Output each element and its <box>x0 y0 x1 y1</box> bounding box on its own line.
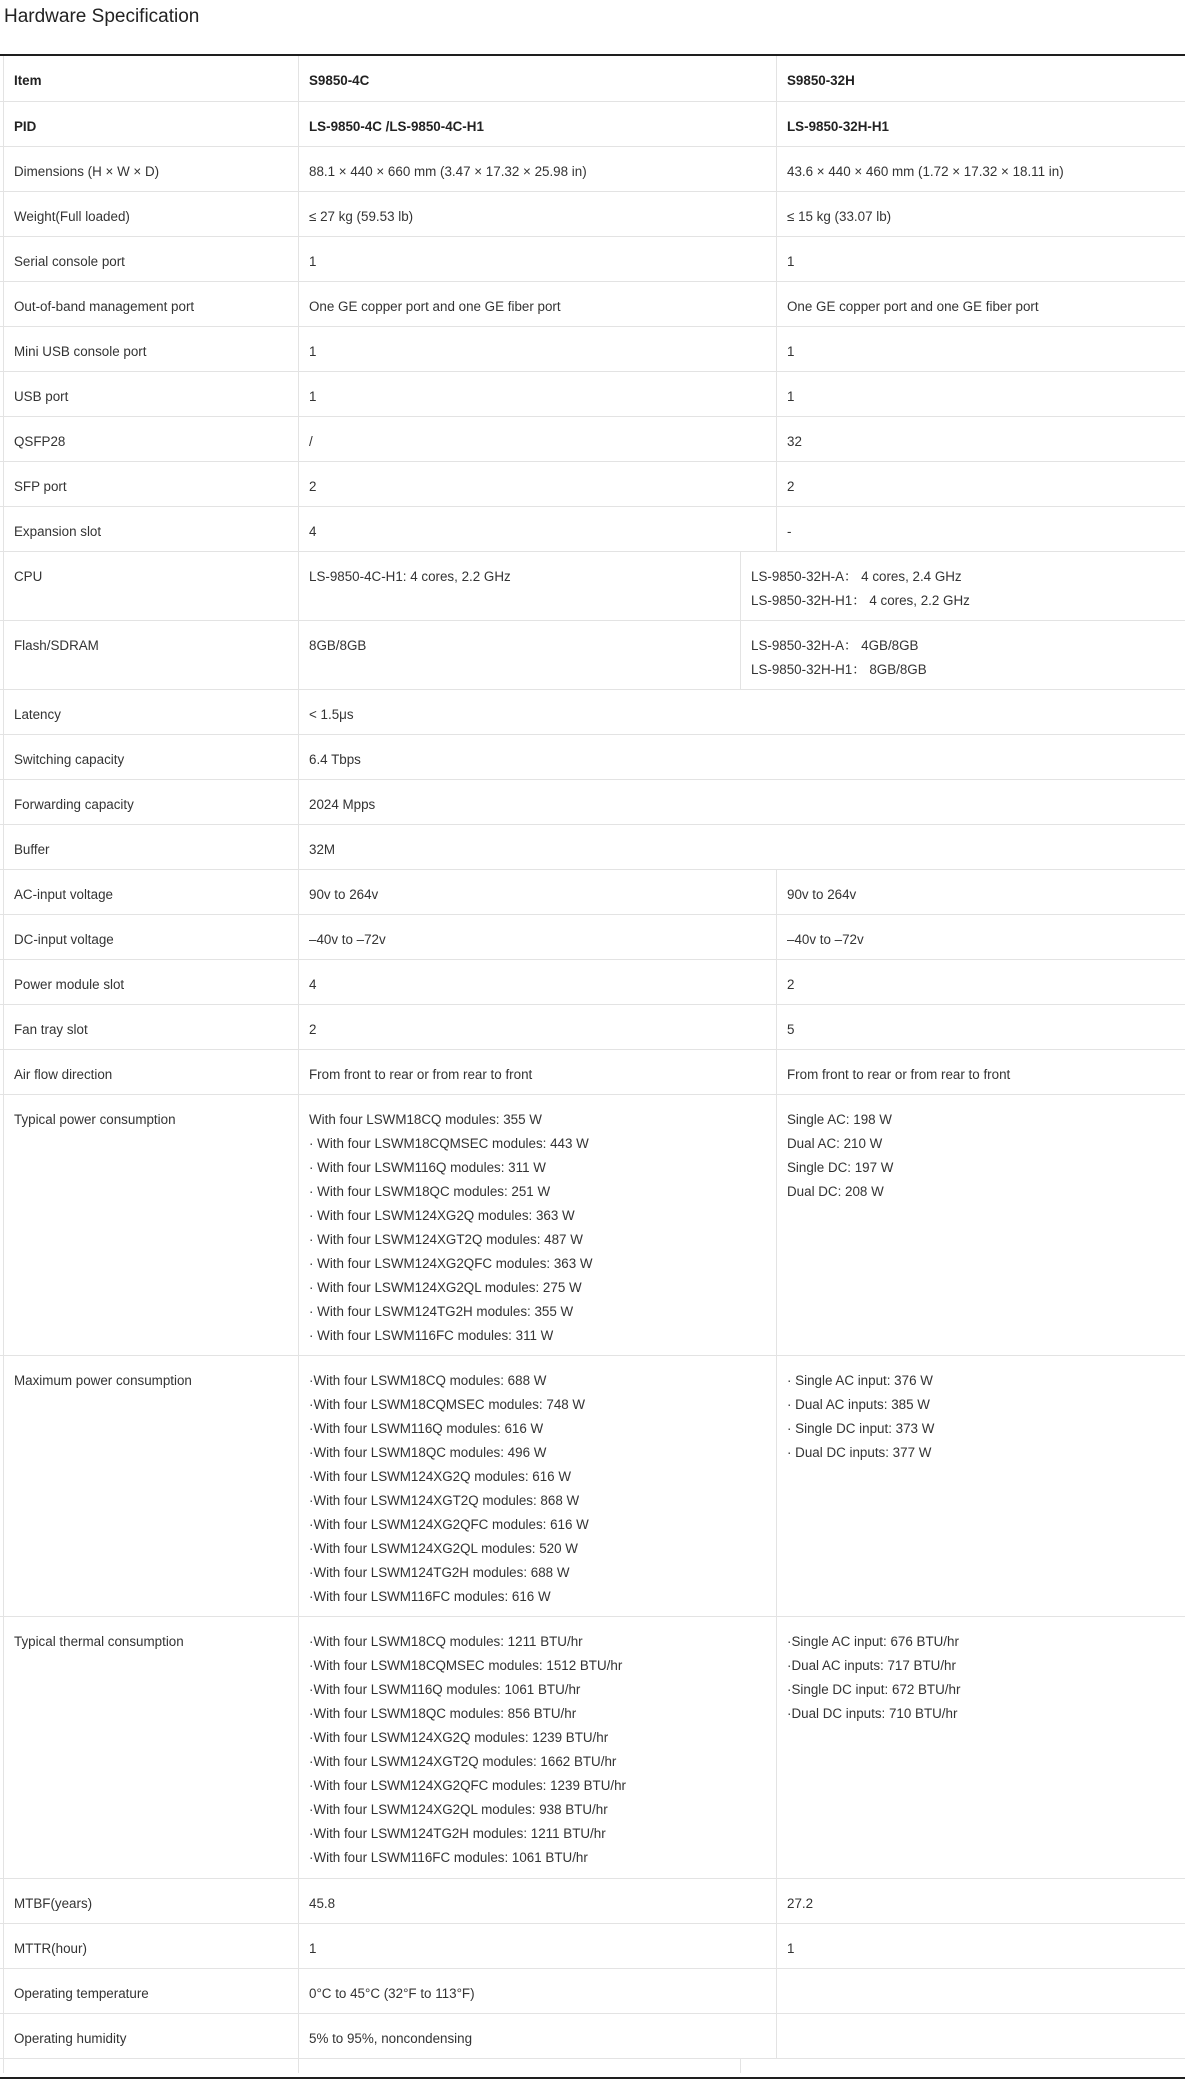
cell-line: · With four LSWM124TG2H modules: 355 W <box>309 1304 574 1319</box>
empty-cell <box>741 2059 1185 2073</box>
cell-line: One GE copper port and one GE fiber port <box>309 299 561 314</box>
table-row-out-of-band-management-port <box>0 282 1185 327</box>
cell-line: Air flow direction <box>14 1067 113 1082</box>
value-model-a <box>299 507 777 551</box>
value-model-b <box>777 237 1185 281</box>
value-model-a <box>299 462 777 506</box>
cell-line: LS-9850-32H-H1： 8GB/8GB <box>751 662 927 677</box>
cell-line: LS-9850-4C-H1: 4 cores, 2.2 GHz <box>309 569 511 584</box>
cell-line: / <box>309 434 313 449</box>
cell-line: 0°C to 45°C (32°F to 113°F) <box>309 1986 475 2001</box>
cell-line: S9850-32H <box>787 73 855 88</box>
table-row-typical-thermal-consumption <box>0 1617 1185 1879</box>
cell-line: 1 <box>309 1941 317 1956</box>
cell-line: From front to rear or from rear to front <box>787 1067 1011 1082</box>
table-row-pid <box>0 102 1185 147</box>
cell-line: · With four LSWM124XG2QFC modules: 363 W <box>309 1256 593 1271</box>
cell-line: 43.6 × 440 × 460 mm (1.72 × 17.32 × 18.11 in) <box>787 164 1064 179</box>
row-label <box>3 327 299 371</box>
table-row-switching-capacity <box>0 735 1185 780</box>
cell-line: S9850-4C <box>309 73 370 88</box>
cell-line: · With four LSWM116FC modules: 311 W <box>309 1328 554 1343</box>
value-model-a <box>299 417 777 461</box>
value-model-b <box>777 1095 1185 1355</box>
cell-line: ·With four LSWM124XG2QL modules: 520 W <box>309 1541 578 1556</box>
row-label <box>3 462 299 506</box>
value-model-a <box>299 960 777 1004</box>
value-shared <box>299 825 1185 869</box>
cell-line: Typical power consumption <box>14 1112 176 1127</box>
row-label <box>3 1050 299 1094</box>
empty-cell <box>3 2059 299 2073</box>
cell-line: SFP port <box>14 479 67 494</box>
cell-line: LS-9850-32H-H1 <box>787 119 889 134</box>
cell-line: ·With four LSWM116Q modules: 1061 BTU/hr <box>309 1682 581 1697</box>
row-label <box>3 780 299 824</box>
table-row-power-module-slot <box>0 960 1185 1005</box>
row-label <box>3 870 299 914</box>
value-model-b <box>777 417 1185 461</box>
cell-line: · With four LSWM124XG2Q modules: 363 W <box>309 1208 575 1223</box>
cell-line: Latency <box>14 707 61 722</box>
cell-line: ·With four LSWM18CQMSEC modules: 748 W <box>309 1397 586 1412</box>
spec-table <box>0 54 1185 2079</box>
cell-line: Maximum power consumption <box>14 1373 192 1388</box>
cell-line: ·With four LSWM116FC modules: 1061 BTU/hr <box>309 1850 588 1865</box>
cell-line: Switching capacity <box>14 752 125 767</box>
row-label <box>3 2014 299 2058</box>
cell-line: Expansion slot <box>14 524 102 539</box>
value-model-a <box>299 1005 777 1049</box>
cell-line: 5 <box>787 1022 795 1037</box>
empty-cell <box>299 2059 741 2073</box>
table-row-sfp-port <box>0 462 1185 507</box>
value-model-b <box>777 1969 1185 2013</box>
cell-line: 8GB/8GB <box>309 638 367 653</box>
cell-line: ·With four LSWM124XGT2Q modules: 1662 BTU/hr <box>309 1754 617 1769</box>
table-row-forwarding-capacity <box>0 780 1185 825</box>
value-model-b <box>777 960 1185 1004</box>
row-label <box>3 1969 299 2013</box>
value-model-b <box>777 1924 1185 1968</box>
cell-line: · With four LSWM116Q modules: 311 W <box>309 1160 546 1175</box>
row-label <box>3 1095 299 1355</box>
row-label <box>3 1356 299 1616</box>
cell-line: Mini USB console port <box>14 344 147 359</box>
cell-line: 4 <box>309 524 317 539</box>
cell-line: ·Dual DC inputs: 710 BTU/hr <box>787 1706 958 1721</box>
row-label <box>3 735 299 779</box>
table-row-mttr-hour <box>0 1924 1185 1969</box>
cell-line: ·With four LSWM18QC modules: 496 W <box>309 1445 547 1460</box>
table-row-typical-power-consumption <box>0 1095 1185 1356</box>
table-row-dimensions-h-w-d <box>0 147 1185 192</box>
cell-line: MTBF(years) <box>14 1896 93 1911</box>
row-label <box>3 621 299 689</box>
table-row-flash-sdram <box>0 621 1185 690</box>
row-label <box>3 507 299 551</box>
cell-line: From front to rear or from rear to front <box>309 1067 533 1082</box>
value-model-b <box>777 372 1185 416</box>
table-row-expansion-slot <box>0 507 1185 552</box>
cell-line: · Single AC input: 376 W <box>787 1373 933 1388</box>
cell-line: ·With four LSWM124XGT2Q modules: 868 W <box>309 1493 580 1508</box>
cell-line: Flash/SDRAM <box>14 638 99 653</box>
cell-line: LS-9850-32H-H1： 4 cores, 2.2 GHz <box>751 593 970 608</box>
cell-line: ·With four LSWM124XG2QFC modules: 1239 BTU/hr <box>309 1778 627 1793</box>
row-label <box>3 282 299 326</box>
cell-line: ·With four LSWM18CQ modules: 688 W <box>309 1373 547 1388</box>
table-row-mini-usb-console-port <box>0 327 1185 372</box>
table-row-usb-port <box>0 372 1185 417</box>
value-model-a <box>299 621 741 689</box>
cell-line: Dual AC: 210 W <box>787 1136 883 1151</box>
cell-line: 1 <box>787 254 795 269</box>
value-model-a <box>299 1356 777 1616</box>
cell-line: 88.1 × 440 × 660 mm (3.47 × 17.32 × 25.98 in) <box>309 164 587 179</box>
row-label <box>3 1879 299 1923</box>
cell-line: 1 <box>309 254 317 269</box>
value-model-a <box>299 2014 777 2058</box>
cell-line: 1 <box>787 344 795 359</box>
value-model-b <box>777 870 1185 914</box>
cell-line: LS-9850-32H-A： 4GB/8GB <box>751 638 919 653</box>
cell-line: · With four LSWM124XG2QL modules: 275 W <box>309 1280 582 1295</box>
row-label <box>3 960 299 1004</box>
cell-line: –40v to –72v <box>787 932 864 947</box>
value-model-b <box>777 192 1185 236</box>
cell-line: 2024 Mpps <box>309 797 376 812</box>
value-model-a <box>299 192 777 236</box>
cell-line: Power module slot <box>14 977 125 992</box>
cell-line: Buffer <box>14 842 50 857</box>
cell-line: ·With four LSWM18QC modules: 856 BTU/hr <box>309 1706 577 1721</box>
cell-line: AC-input voltage <box>14 887 113 902</box>
value-model-b <box>777 462 1185 506</box>
value-model-b <box>777 282 1185 326</box>
page-title: Hardware Specification <box>4 6 200 27</box>
cell-line: Operating humidity <box>14 2031 127 2046</box>
cell-line: 90v to 264v <box>787 887 857 902</box>
row-label <box>3 417 299 461</box>
cell-line: · With four LSWM124XGT2Q modules: 487 W <box>309 1232 583 1247</box>
cell-line: With four LSWM18CQ modules: 355 W <box>309 1112 542 1127</box>
value-model-a <box>299 147 777 191</box>
cell-line: PID <box>14 119 37 134</box>
cell-line: Operating temperature <box>14 1986 149 2001</box>
cell-line: Weight(Full loaded) <box>14 209 130 224</box>
cell-line: Dual DC: 208 W <box>787 1184 884 1199</box>
value-model-a <box>299 870 777 914</box>
cell-line: Single DC: 197 W <box>787 1160 894 1175</box>
value-model-a <box>299 1924 777 1968</box>
cell-line: MTTR(hour) <box>14 1941 87 1956</box>
table-row-fan-tray-slot <box>0 1005 1185 1050</box>
cell-line: 2 <box>309 479 317 494</box>
cell-line: DC-input voltage <box>14 932 114 947</box>
table-row-cpu <box>0 552 1185 621</box>
table-row-ac-input-voltage <box>0 870 1185 915</box>
cell-line: Dimensions (H × W × D) <box>14 164 160 179</box>
cell-line: QSFP28 <box>14 434 66 449</box>
header-model-b <box>777 56 1185 101</box>
table-header-row <box>0 56 1185 102</box>
value-model-b <box>777 327 1185 371</box>
value-model-a <box>299 102 777 146</box>
row-label <box>3 690 299 734</box>
cell-line: ·With four LSWM124TG2H modules: 1211 BTU/hr <box>309 1826 606 1841</box>
table-row-maximum-power-consumption <box>0 1356 1185 1617</box>
value-model-b <box>777 1879 1185 1923</box>
value-model-a <box>299 1050 777 1094</box>
value-model-b <box>777 1050 1185 1094</box>
cell-line: 1 <box>309 344 317 359</box>
value-model-b <box>777 1356 1185 1616</box>
cell-line: 2 <box>787 479 795 494</box>
header-item <box>3 56 299 101</box>
value-model-b <box>741 552 1185 620</box>
table-row-air-flow-direction <box>0 1050 1185 1095</box>
table-row-dc-input-voltage <box>0 915 1185 960</box>
row-label <box>3 237 299 281</box>
row-label <box>3 372 299 416</box>
row-label <box>3 1617 299 1878</box>
row-label <box>3 147 299 191</box>
cell-line: ≤ 15 kg (33.07 lb) <box>787 209 892 224</box>
cell-line: · With four LSWM18QC modules: 251 W <box>309 1184 551 1199</box>
cell-line: ·With four LSWM116FC modules: 616 W <box>309 1589 551 1604</box>
cell-line: LS-9850-32H-A： 4 cores, 2.4 GHz <box>751 569 962 584</box>
table-row-serial-console-port <box>0 237 1185 282</box>
table-row-latency <box>0 690 1185 735</box>
cell-line: ·With four LSWM18CQMSEC modules: 1512 BTU/hr <box>309 1658 623 1673</box>
cell-line: 1 <box>787 389 795 404</box>
cell-line: ·With four LSWM124TG2H modules: 688 W <box>309 1565 570 1580</box>
value-model-a <box>299 915 777 959</box>
cell-line: LS-9850-4C /LS-9850-4C-H1 <box>309 119 484 134</box>
cell-line: · Dual DC inputs: 377 W <box>787 1445 932 1460</box>
cell-line: 1 <box>309 389 317 404</box>
cell-line: 5% to 95%, noncondensing <box>309 2031 473 2046</box>
cell-line: · With four LSWM18CQMSEC modules: 443 W <box>309 1136 589 1151</box>
cell-line: 2 <box>787 977 795 992</box>
cell-line: ·With four LSWM116Q modules: 616 W <box>309 1421 544 1436</box>
cell-line: Serial console port <box>14 254 125 269</box>
row-label <box>3 192 299 236</box>
table-row-empty <box>0 2059 1185 2073</box>
cell-line: USB port <box>14 389 69 404</box>
cell-line: Out-of-band management port <box>14 299 195 314</box>
cell-line: ·Single AC input: 676 BTU/hr <box>787 1634 959 1649</box>
cell-line: ·Single DC input: 672 BTU/hr <box>787 1682 961 1697</box>
value-model-b <box>741 621 1185 689</box>
cell-line: ·With four LSWM124XG2Q modules: 616 W <box>309 1469 571 1484</box>
value-model-b <box>777 1005 1185 1049</box>
cell-line: ·Dual AC inputs: 717 BTU/hr <box>787 1658 956 1673</box>
cell-line: 6.4 Tbps <box>309 752 361 767</box>
value-model-b <box>777 2014 1185 2058</box>
value-model-b <box>777 1617 1185 1878</box>
cell-line: Forwarding capacity <box>14 797 134 812</box>
cell-line: One GE copper port and one GE fiber port <box>787 299 1039 314</box>
value-model-a <box>299 552 741 620</box>
cell-line: Item <box>14 73 42 88</box>
cell-line: · Dual AC inputs: 385 W <box>787 1397 930 1412</box>
value-shared <box>299 690 1185 734</box>
cell-line: Typical thermal consumption <box>14 1634 184 1649</box>
cell-line: - <box>787 524 792 539</box>
cell-line: 45.8 <box>309 1896 336 1911</box>
value-model-a <box>299 1969 777 2013</box>
value-model-a <box>299 327 777 371</box>
cell-line: ·With four LSWM124XG2Q modules: 1239 BTU/hr <box>309 1730 609 1745</box>
table-row-qsfp28 <box>0 417 1185 462</box>
value-shared <box>299 735 1185 779</box>
row-label <box>3 102 299 146</box>
cell-line: Single AC: 198 W <box>787 1112 892 1127</box>
row-label <box>3 1005 299 1049</box>
row-label <box>3 825 299 869</box>
row-label <box>3 915 299 959</box>
cell-line: 32 <box>787 434 802 449</box>
cell-line: Fan tray slot <box>14 1022 88 1037</box>
cell-line: ·With four LSWM124XG2QFC modules: 616 W <box>309 1517 589 1532</box>
value-model-a <box>299 282 777 326</box>
value-model-b <box>777 147 1185 191</box>
cell-line: 27.2 <box>787 1896 814 1911</box>
cell-line: CPU <box>14 569 43 584</box>
cell-line: 2 <box>309 1022 317 1037</box>
value-model-b <box>777 102 1185 146</box>
cell-line: 90v to 264v <box>309 887 379 902</box>
value-shared <box>299 780 1185 824</box>
table-row-mtbf-years <box>0 1879 1185 1924</box>
cell-line: 1 <box>787 1941 795 1956</box>
value-model-a <box>299 1879 777 1923</box>
row-label <box>3 552 299 620</box>
value-model-a <box>299 372 777 416</box>
cell-line: ·With four LSWM124XG2QL modules: 938 BTU/hr <box>309 1802 608 1817</box>
value-model-a <box>299 1617 777 1878</box>
value-model-a <box>299 1095 777 1355</box>
cell-line: ·With four LSWM18CQ modules: 1211 BTU/hr <box>309 1634 583 1649</box>
cell-line: 4 <box>309 977 317 992</box>
cell-line: < 1.5μs <box>309 707 354 722</box>
value-model-a <box>299 237 777 281</box>
table-row-weight-full-loaded <box>0 192 1185 237</box>
header-model-a <box>299 56 777 101</box>
value-model-b <box>777 507 1185 551</box>
row-label <box>3 1924 299 1968</box>
cell-line: · Single DC input: 373 W <box>787 1421 935 1436</box>
table-row-operating-temperature <box>0 1969 1185 2014</box>
value-model-b <box>777 915 1185 959</box>
cell-line: 32M <box>309 842 336 857</box>
table-row-buffer <box>0 825 1185 870</box>
cell-line: ≤ 27 kg (59.53 lb) <box>309 209 414 224</box>
table-row-operating-humidity <box>0 2014 1185 2059</box>
cell-line: –40v to –72v <box>309 932 386 947</box>
